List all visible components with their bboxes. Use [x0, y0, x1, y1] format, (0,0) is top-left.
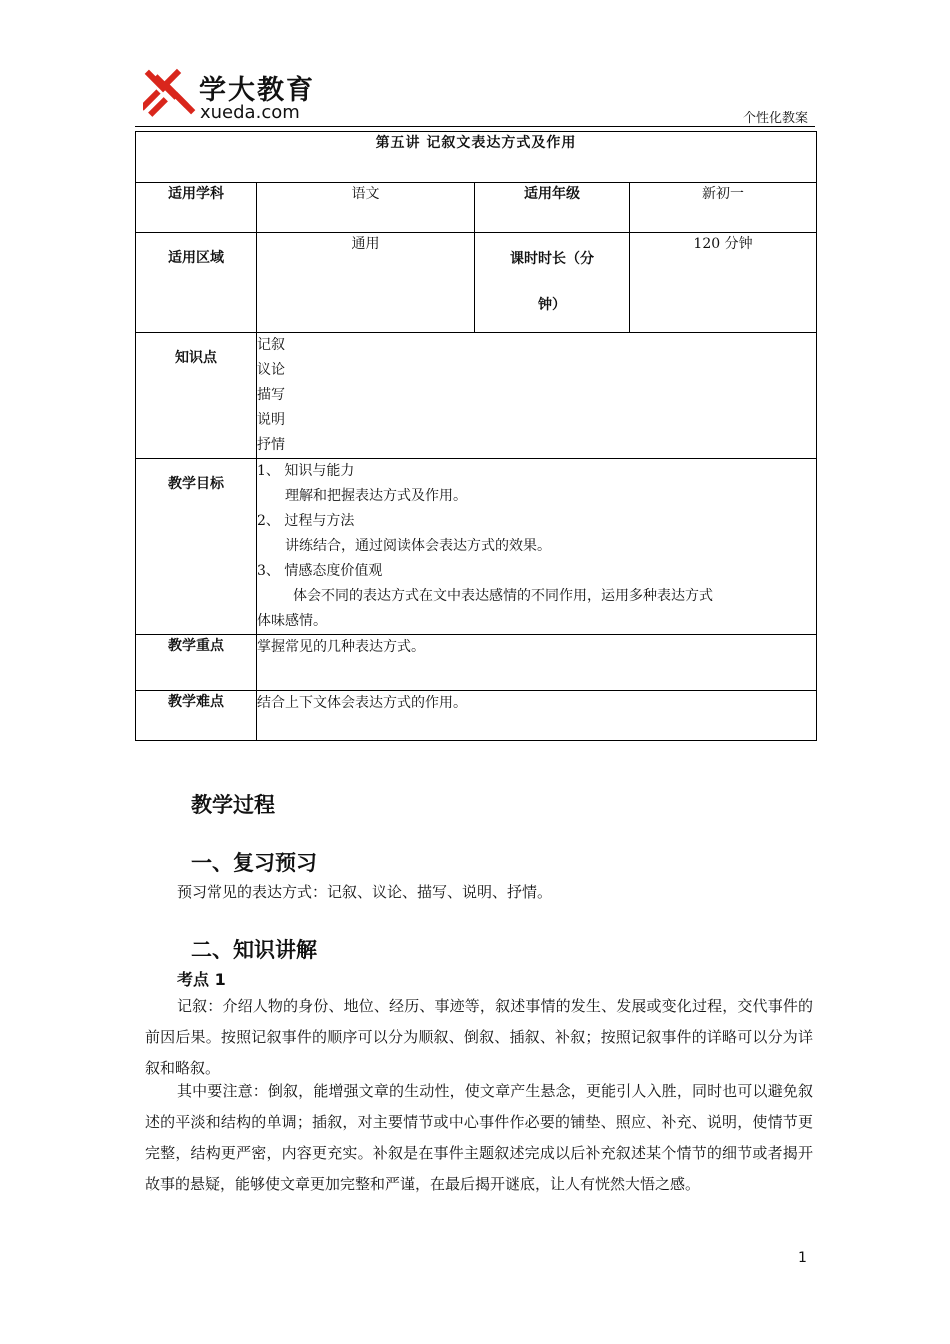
key-point-value: 掌握常见的几种表达方式。	[257, 635, 817, 691]
duration-label-line-1: 课时时长（分	[510, 251, 594, 267]
subject-value: 语文	[257, 183, 475, 233]
process-heading: 教学过程	[191, 793, 275, 817]
knowledge-item: 描写	[257, 387, 285, 403]
lesson-title: 第五讲 记叙文表达方式及作用	[136, 132, 817, 183]
logo-chinese-text: 学大教育	[199, 75, 315, 106]
goal-content	[257, 459, 817, 635]
company-logo	[143, 66, 343, 128]
section-1-heading: 一、复习预习	[191, 851, 317, 875]
knowledge-item: 说明	[257, 412, 285, 428]
paragraph-2: 其中要注意：倒叙，能增强文章的生动性，使文章产生悬念，更能引人入胜，同时也可以避免叙述的平淡和结构的单调；插叙，对主要情节或中心事件作必要的铺垫、照应、补充、说明，使情节更完整，结构更严密，内容更充实。补叙是在事件主题叙述完成以后补充叙述某个情节的细节或者揭开故事的悬疑，能够使文章更加完整和严谨，在最后揭开谜底，让人有恍然大悟之感。	[145, 1082, 813, 1193]
paragraph-1: 记叙：介绍人物的身份、地位、经历、事迹等，叙述事情的发生、发展或变化过程，交代事件的前因后果。按照记叙事件的顺序可以分为顺叙、倒叙、插叙、补叙；按照记叙事件的详略可以分为详叙和略叙。	[145, 997, 813, 1077]
header-divider	[135, 126, 815, 127]
goal-1-title: 1、 知识与能力	[257, 463, 355, 479]
table-row	[136, 233, 817, 333]
knowledge-label: 知识点	[136, 333, 257, 459]
goal-3-title: 3、 情感态度价值观	[257, 563, 383, 579]
goal-3-text-line-1: 体会不同的表达方式在文中表达感情的不同作用，运用多种表达方式	[293, 588, 713, 604]
grade-value: 新初一	[630, 183, 817, 233]
table-row	[136, 459, 817, 635]
document-type-label: 个性化教案	[742, 111, 808, 126]
knowledge-item: 抒情	[257, 437, 285, 453]
goal-2-title: 2、 过程与方法	[257, 513, 355, 529]
duration-value: 120 分钟	[630, 233, 817, 333]
table-row	[136, 183, 817, 233]
subject-label: 适用学科	[136, 183, 257, 233]
goal-2-text: 讲练结合，通过阅读体会表达方式的效果。	[285, 538, 551, 554]
section-2-heading: 二、知识讲解	[191, 938, 317, 962]
duration-label	[475, 233, 630, 333]
knowledge-item: 议论	[257, 362, 285, 378]
difficulty-label: 教学难点	[136, 691, 257, 741]
duration-label-line-2: 钟）	[538, 297, 566, 313]
page-number: 1	[798, 1250, 807, 1266]
region-value: 通用	[257, 233, 475, 333]
lesson-info-table	[135, 131, 817, 741]
table-row	[136, 635, 817, 691]
table-row	[136, 132, 817, 183]
key-point-label: 教学重点	[136, 635, 257, 691]
grade-label: 适用年级	[475, 183, 630, 233]
logo-english-text: xueda.com	[200, 102, 300, 123]
table-row	[136, 691, 817, 741]
goal-3-text-line-2: 体味感情。	[257, 613, 327, 629]
xueda-logo-icon	[143, 66, 197, 124]
knowledge-item: 记叙	[257, 337, 285, 353]
knowledge-list	[257, 333, 817, 459]
difficulty-value: 结合上下文体会表达方式的作用。	[257, 691, 817, 741]
goal-1-text: 理解和把握表达方式及作用。	[285, 488, 467, 504]
region-label: 适用区域	[136, 233, 257, 333]
point-heading: 考点 1	[177, 970, 226, 989]
table-row	[136, 333, 817, 459]
section-1-text: 预习常见的表达方式：记叙、议论、描写、说明、抒情。	[177, 883, 553, 901]
goal-label: 教学目标	[136, 459, 257, 635]
